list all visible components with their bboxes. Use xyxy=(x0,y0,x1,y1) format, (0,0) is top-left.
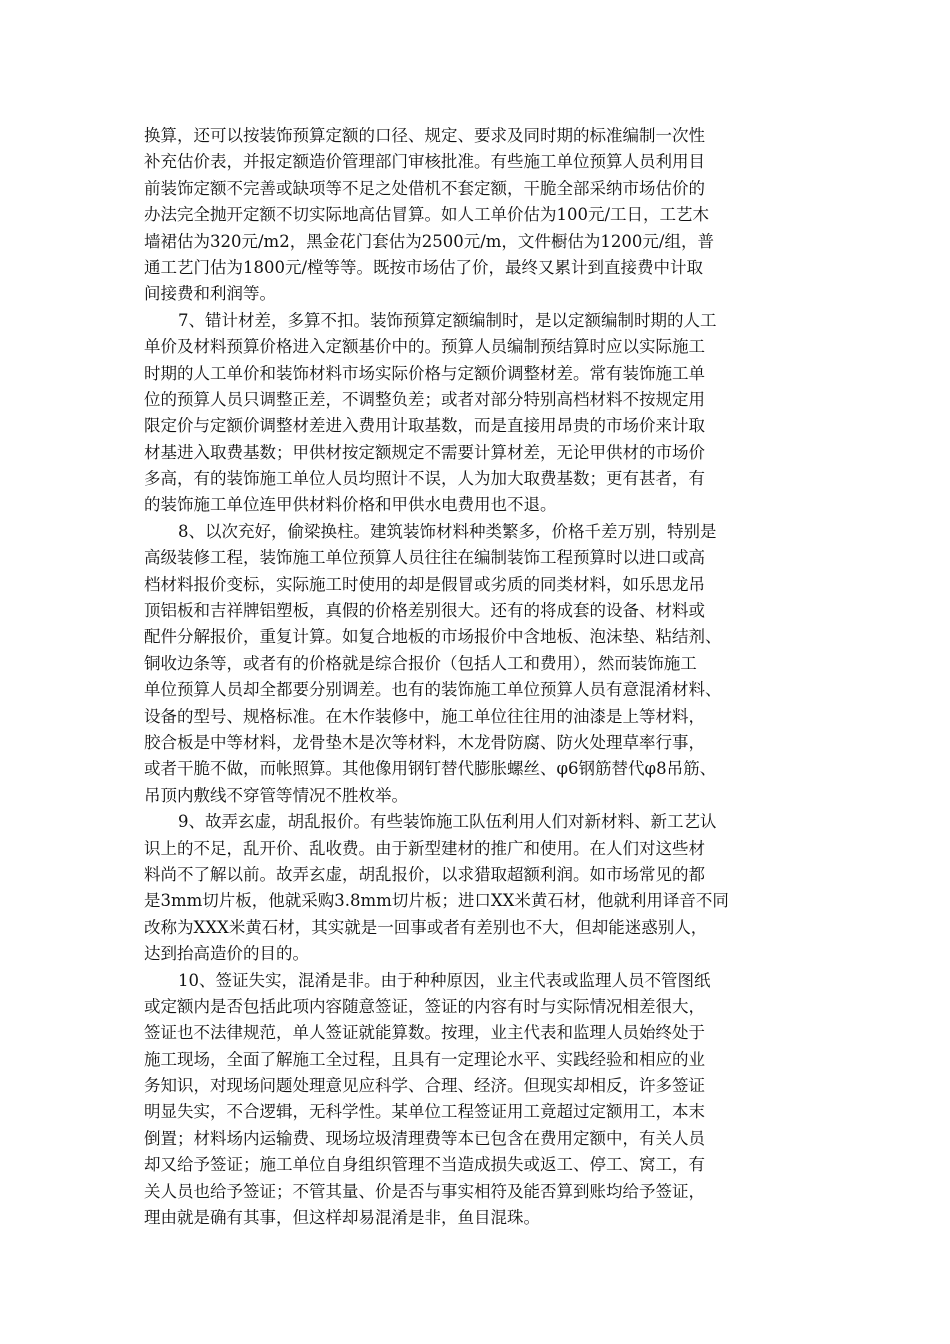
text-line: 换算，还可以按装饰预算定额的口径、规定、要求及同时期的标准编制一次性 xyxy=(144,126,705,145)
text-line: 通工艺门估为1800元/樘等等。既按市场估了价，最终又累计到直接费中计取 xyxy=(144,257,704,277)
text-line: 签证也不法律规范，单人签证就能算数。按理，业主代表和监理人员始终处于 xyxy=(144,1023,705,1043)
text-line: 间接费和利润等。 xyxy=(144,284,276,304)
text-line: 位的预算人员只调整正差，不调整负差；或者对部分特别高档材料不按规定用 xyxy=(144,389,705,409)
text-line: 时期的人工单价和装饰材料市场实际价格与定额价调整材差。常有装饰施工单 xyxy=(144,363,705,383)
text-line: 铜收边条等，或者有的价格就是综合报价（包括人工和费用），然而装饰施工 xyxy=(144,653,697,673)
text-line: 设备的型号、规格标准。在木作装修中，施工单位往往用的油漆是上等材料， xyxy=(144,706,705,726)
text-line: 配件分解报价，重复计算。如复合地板的市场报价中含地板、泡沫垫、粘结剂、 xyxy=(144,627,722,647)
text-line: 料尚不了解以前。故弄玄虚，胡乱报价，以求猎取超额利润。如市场常见的都 xyxy=(144,864,705,884)
text-line: 材基进入取费基数；甲供材按定额规定不需要计算材差，无论甲供材的市场价 xyxy=(144,442,705,462)
text-line: 补充估价表，并报定额造价管理部门审核批准。有些施工单位预算人员利用目 xyxy=(144,152,705,172)
text-line: 9、故弄玄虚，胡乱报价。有些装饰施工队伍利用人们对新材料、新工艺认 xyxy=(178,812,717,832)
text-line: 吊顶内敷线不穿管等情况不胜枚举。 xyxy=(144,785,408,805)
text-line: 达到抬高造价的目的。 xyxy=(144,944,309,964)
text-line: 理由就是确有其事，但这样却易混淆是非，鱼目混珠。 xyxy=(144,1208,540,1228)
text-line: 墙裙估为320元/m2，黑金花门套估为2500元/m，文件橱估为1200元/组，普 xyxy=(144,231,714,251)
text-line: 单价及材料预算价格进入定额基价中的。预算人员编制预结算时应以实际施工 xyxy=(144,337,705,357)
text-line: 8、以次充好，偷梁换柱。建筑装饰材料种类繁多，价格千差万别，特别是 xyxy=(178,521,717,541)
text-line: 前装饰定额不完善或缺项等不足之处借机不套定额，干脆全部采纳市场估价的 xyxy=(144,178,705,198)
document-body xyxy=(144,123,824,1231)
text-line: 档材料报价变标，实际施工时使用的却是假冒或劣质的同类材料，如乐思龙吊 xyxy=(144,574,705,594)
text-line: 办法完全抛开定额不切实际地高估冒算。如人工单价估为100元/工日，工艺木 xyxy=(144,205,710,225)
text-line: 明显失实，不合逻辑，无科学性。某单位工程签证用工竟超过定额用工，本末 xyxy=(144,1102,705,1122)
text-line: 倒置；材料场内运输费、现场垃圾清理费等本已包含在费用定额中，有关人员 xyxy=(144,1128,705,1148)
text-line: 高级装修工程，装饰施工单位预算人员往往在编制装饰工程预算时以进口或高 xyxy=(144,548,705,568)
text-line: 的装饰施工单位连甲供材料价格和甲供水电费用也不退。 xyxy=(144,495,557,515)
text-line: 施工现场，全面了解施工全过程，且具有一定理论水平、实践经验和相应的业 xyxy=(144,1049,705,1069)
text-line: 胶合板是中等材料，龙骨垫木是次等材料，木龙骨防腐、防火处理草率行事， xyxy=(144,732,705,752)
text-line: 多高，有的装饰施工单位人员均照计不误，人为加大取费基数；更有甚者，有 xyxy=(144,469,705,489)
text-line: 或定额内是否包括此项内容随意签证，签证的内容有时与实际情况相差很大， xyxy=(144,996,705,1016)
text-line: 务知识，对现场问题处理意见应科学、合理、经济。但现实却相反，许多签证 xyxy=(144,1076,705,1096)
text-line: 限定价与定额价调整材差进入费用计取基数，而是直接用昂贵的市场价来计取 xyxy=(144,416,705,436)
text-line: 顶铝板和吉祥牌铝塑板，真假的价格差别很大。还有的将成套的设备、材料或 xyxy=(144,601,705,621)
text-line: 或者干脆不做，而帐照算。其他像用钢钉替代膨胀螺丝、φ6钢筋替代φ8吊筋、 xyxy=(144,759,717,779)
text-line: 却又给予签证；施工单位自身组织管理不当造成损失或返工、停工、窝工，有 xyxy=(144,1155,705,1175)
text-line: 10、签证失实，混淆是非。由于种种原因，业主代表或监理人员不管图纸 xyxy=(178,970,711,990)
text-line: 关人员也给予签证；不管其量、价是否与事实相符及能否算到账均给予签证， xyxy=(144,1181,705,1201)
text-line: 是3mm切片板，他就采购3.8mm切片板；进口XX米黄石材，他就利用译音不同 xyxy=(144,891,729,911)
text-line: 改称为XXX米黄石材，其实就是一回事或者有差别也不大，但却能迷惑别人， xyxy=(144,917,708,937)
text-line: 7、错计材差，多算不扣。装饰预算定额编制时，是以定额编制时期的人工 xyxy=(178,310,717,330)
text-line: 识上的不足，乱开价、乱收费。由于新型建材的推广和使用。在人们对这些材 xyxy=(144,838,705,858)
text-line: 单位预算人员却全都要分别调差。也有的装饰施工单位预算人员有意混淆材料、 xyxy=(144,680,722,700)
